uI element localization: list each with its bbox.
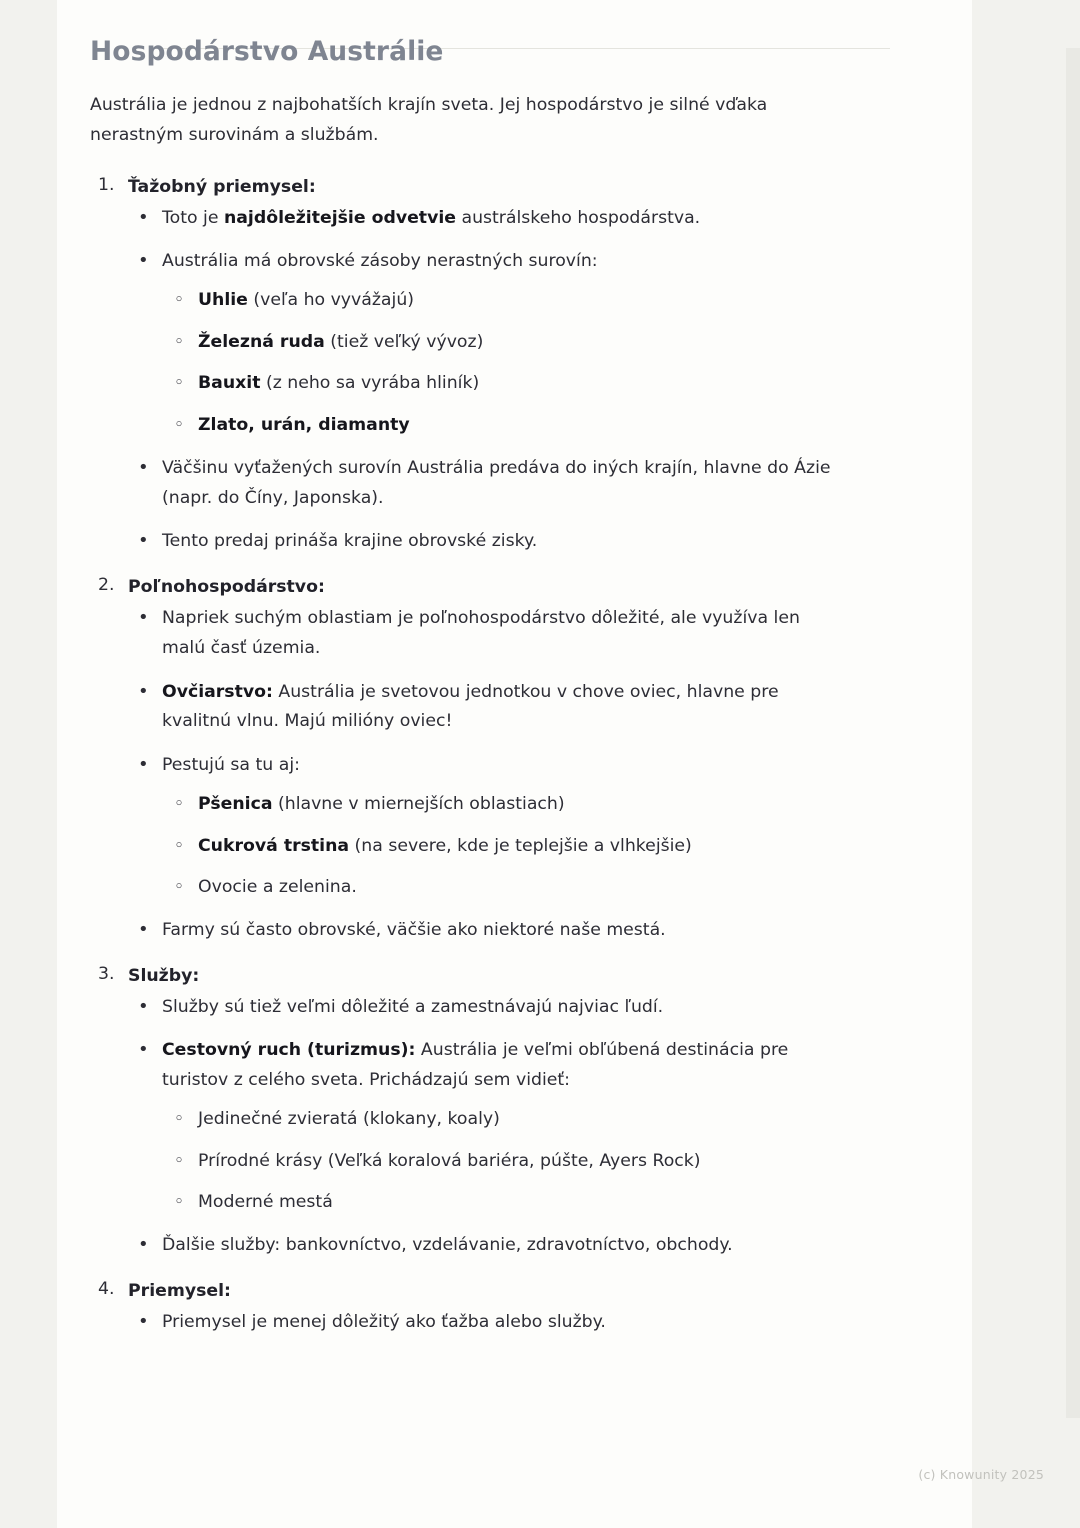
sub-item-text: (tiež veľký vývoz) [324, 331, 484, 352]
sub-item-emphasis: Cukrová trstina [198, 835, 350, 856]
bullet-list [128, 204, 835, 557]
item-text: Toto je [162, 207, 224, 228]
list-item [128, 993, 835, 1023]
sub-list-item [162, 1189, 835, 1217]
sub-bullet-list [162, 287, 835, 440]
list-item [128, 678, 835, 738]
sub-item-text: Jedinečné zvieratá (klokany, koaly) [198, 1108, 500, 1129]
sub-list-item [162, 412, 835, 440]
list-item [128, 454, 835, 514]
document-sheet [57, 0, 972, 1528]
list-item [128, 527, 835, 557]
section-heading: Priemysel: [128, 1280, 231, 1301]
item-text-tail: Austrália je veľmi obľúbená destinácia pre turistov z celého sveta. Prichádzajú sem vidieť: [162, 1040, 789, 1091]
sub-item-emphasis: Železná ruda [198, 331, 325, 352]
intro-paragraph: Austrália je jednou z najbohatších krajín sveta. Jej hospodárstvo je silné vďaka nerastným surovinám a službám. [90, 95, 768, 145]
item-text: Väčšinu vyťažených surovín Austrália predáva do iných krajín, hlavne do Ázie (napr. do Číny, Japonska). [162, 457, 831, 508]
list-item [128, 751, 835, 902]
section-item [90, 964, 835, 1261]
section-heading: Ťažobný priemysel: [128, 176, 316, 197]
list-item [128, 604, 835, 664]
item-text-tail: Austrália je svetovou jednotkou v chove oviec, hlavne pre kvalitnú vlnu. Majú milióny oviec! [162, 681, 779, 732]
sub-bullet-list [162, 1106, 835, 1217]
scrollbar[interactable] [1066, 48, 1080, 1418]
sub-item-emphasis: Zlato, urán, diamanty [198, 415, 410, 436]
sub-list-item [162, 287, 835, 315]
sub-item-emphasis: Uhlie [198, 290, 248, 311]
item-text: Služby sú tiež veľmi dôležité a zamestnávajú najviac ľudí. [162, 996, 664, 1017]
list-item [128, 1036, 835, 1217]
item-emphasis: najdôležitejšie odvetvie [223, 207, 456, 228]
sub-item-emphasis: Bauxit [198, 373, 261, 394]
sub-list-item [162, 329, 835, 357]
sub-item-text: Moderné mestá [198, 1192, 333, 1213]
sub-list-item [162, 791, 835, 819]
bullet-list [128, 604, 835, 946]
sub-item-text: (na severe, kde je teplejšie a vlhkejšie) [349, 835, 692, 856]
sub-item-text: Ovocie a zelenina. [198, 877, 357, 898]
item-emphasis: Ovčiarstvo: [162, 681, 273, 702]
section-item [90, 575, 835, 946]
list-item [128, 916, 835, 946]
sub-item-text: Prírodné krásy (Veľká koralová bariéra, púšte, Ayers Rock) [198, 1150, 701, 1171]
list-item [128, 1308, 835, 1338]
section-heading: Poľnohospodárstvo: [128, 577, 325, 598]
sub-list-item [162, 370, 835, 398]
section-heading: Služby: [128, 965, 200, 986]
sub-bullet-list [162, 791, 835, 902]
document-content [90, 0, 835, 1338]
watermark: (c) Knowunity 2025 [918, 1467, 1044, 1482]
item-text: Ďalšie služby: bankovníctvo, vzdelávanie, zdravotníctvo, obchody. [162, 1234, 733, 1255]
sub-item-text: (z neho sa vyrába hliník) [260, 373, 480, 394]
list-item [128, 247, 835, 439]
sub-list-item [162, 874, 835, 902]
section-item [90, 175, 835, 558]
item-text: Napriek suchým oblastiam je poľnohospodárstvo dôležité, ale využíva len malú časť územia. [162, 608, 800, 658]
page-title: Hospodárstvo Austrálie [90, 36, 444, 67]
sub-list-item [162, 1148, 835, 1176]
sub-item-emphasis: Pšenica [198, 793, 273, 814]
sub-item-text: (veľa ho vyvážajú) [247, 290, 415, 311]
section-item [90, 1279, 835, 1338]
item-text: Austrália má obrovské zásoby nerastných surovín: [162, 251, 598, 272]
numbered-section-list [90, 175, 835, 1338]
list-item [128, 1231, 835, 1261]
item-text: Priemysel je menej dôležitý ako ťažba alebo služby. [162, 1311, 606, 1332]
item-text: Pestujú sa tu aj: [162, 755, 300, 776]
sub-list-item [162, 1106, 835, 1134]
bullet-list [128, 1308, 835, 1338]
sub-item-text: (hlavne v miernejších oblastiach) [272, 793, 565, 814]
sub-list-item [162, 833, 835, 861]
item-text: Farmy sú často obrovské, väčšie ako niektoré naše mestá. [162, 919, 666, 940]
bullet-list [128, 993, 835, 1261]
item-text: Tento predaj prináša krajine obrovské zisky. [162, 531, 538, 552]
item-text-tail: austrálskeho hospodárstva. [455, 207, 701, 228]
item-emphasis: Cestovný ruch (turizmus): [162, 1040, 416, 1061]
list-item [128, 204, 835, 234]
